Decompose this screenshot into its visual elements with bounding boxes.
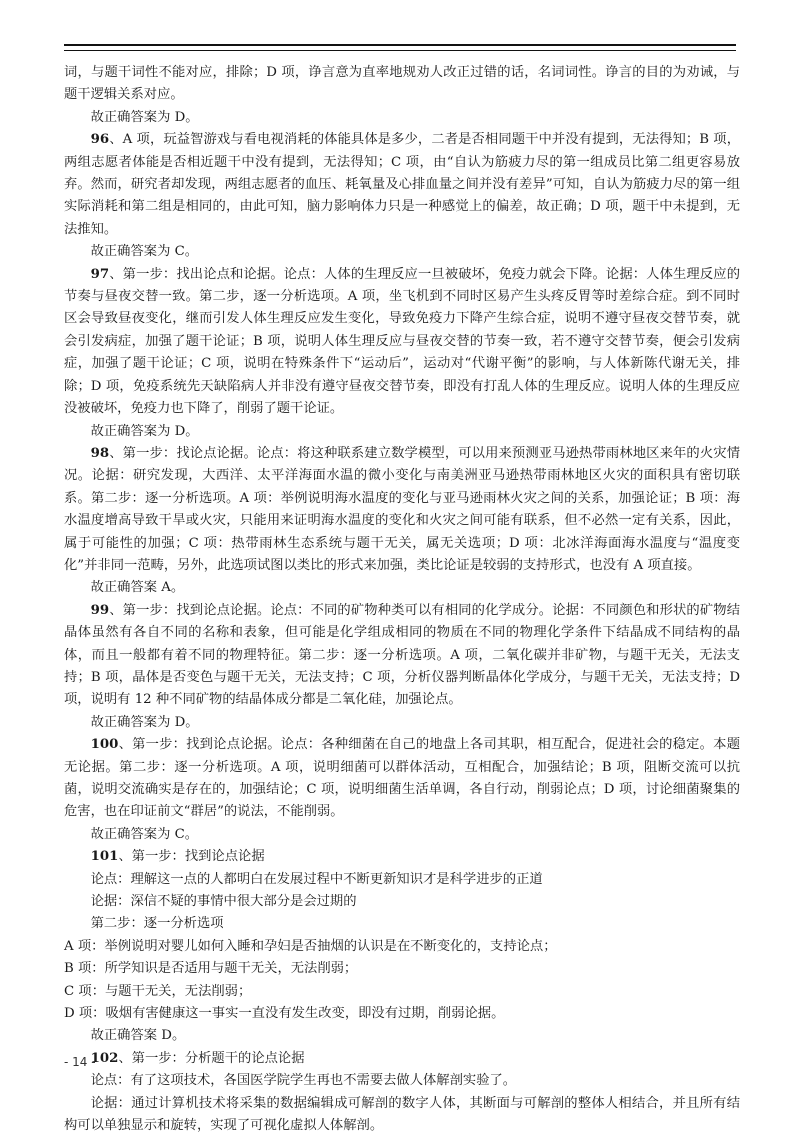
question-text: 、第一步：找到论点论据。论点：各种细菌在自己的地盘上各司其职，相互配合，促进社会的稳定。本题无论据。第二步：逐一分析选项。A 项，说明细菌可以群体活动，互相配合，加强结论；B 项，阻断交流可以抗菌，说明交流确实是存在的，加强结论；C 项，说明细菌生活单调，各自行动，削弱论点；D 项，讨论细菌聚集的危害，也在印证前文“群居”的说法，不能削弱。 xyxy=(64,737,740,820)
question-text: 、第一步：找论点论据。论点：将这种联系建立数学模型，可以用来预测亚马逊热带雨林地区来年的火灾情况。论据：研究发现，大西洋、太平洋海面水温的微小变化与南美洲亚马逊热带雨林地区火灾的面积具有密切联系。第二步：逐一分析选项。A 项：举例说明海水温度的变化与亚马逊雨林火灾之间的关系，加强论证；B 项：海水温度增高导致干旱或火灾，只能用来证明海水温度的变化和火灾之间可能有联系，但不必然一定有关系，因此，属于可能性的加强；C 项：热带雨林生态系统与题干无关，属无关选项；D 项：北冰洋海面海水温度与“温度变化”并非同一范畴，另外，此选项试图以类比的形式来加强，类比论证是较弱的支持形式，也没有 A 项直接。 xyxy=(64,445,740,573)
question-paragraph xyxy=(64,264,740,421)
question-number: 101 xyxy=(90,849,119,865)
text-line: 论点：有了这项技术，各国医学院学生再也不需要去做人体解剖实验了。 xyxy=(90,1073,517,1089)
answer-line: 故正确答案为 C。 xyxy=(90,244,199,260)
question-number: 96 xyxy=(90,132,110,148)
question-text: 、第一步：找到论点论据 xyxy=(118,849,265,865)
text-line: 论点：理解这一点的人都明白在发展过程中不断更新知识才是科学进步的正道 xyxy=(90,871,543,887)
header-rule-thick xyxy=(64,44,736,46)
question-paragraph xyxy=(64,846,740,868)
text-line: 论据：深信不疑的事情中很大部分是会过期的 xyxy=(90,894,357,910)
answer-line: 故正确答案为 D。 xyxy=(90,423,199,439)
question-text: 、第一步：找出论点和论据。论点：人体的生理反应一旦被破坏，免疫力就会下降。论据：人体生理反应的节奏与昼夜交替一致。第二步，逐一分析选项。A 项，坐飞机到不同时区易产生头疼反胃等时差综合症。到不同时区会导致昼夜变化，继而引发人体生理反应发生变化，导致免疫力下降产生综合症，说明不遵守昼夜交替节奏，就会引发病症，加强了题干论证；B 项，说明人体生理反应与昼夜交替的节奏一致，若不遵守交替节奏，便会引发病症，加强了题干论证；C 项，说明在特殊条件下“运动后”，运动对“代谢平衡”的影响，与人体新陈代谢无关，排除；D 项，免疫系统先天缺陷病人并非没有遵守昼夜交替节奏，即没有打乱人体的生理反应。说明人体的生理反应没被破坏，免疫力也下降了，削弱了题干论证。 xyxy=(64,266,740,417)
option-line: D 项：吸烟有害健康这一事实一直没有发生改变，即没有过期，削弱论据。 xyxy=(64,1006,505,1022)
question-paragraph xyxy=(64,129,740,241)
document-body xyxy=(64,62,740,1138)
question-number: 102 xyxy=(90,1050,119,1066)
question-number: 100 xyxy=(90,737,119,753)
answer-line: 故正确答案为 C。 xyxy=(90,826,199,842)
option-line: B 项：所学知识是否适用与题干无关，无法削弱； xyxy=(64,961,358,977)
question-paragraph xyxy=(64,1048,740,1070)
question-paragraph xyxy=(64,734,740,824)
question-text: 、第一步：分析题干的论点论据 xyxy=(118,1050,305,1066)
option-line: C 项：与题干无关，无法削弱； xyxy=(64,983,252,999)
question-paragraph xyxy=(64,600,740,712)
question-number: 98 xyxy=(90,445,110,461)
answer-line: 故正确答案为 D。 xyxy=(90,109,199,125)
answer-line: 故正确答案为 D。 xyxy=(90,714,199,730)
header-rule-thin xyxy=(64,50,736,51)
question-text: 、第一步：找到论点论据。论点：不同的矿物种类可以有相同的化学成分。论据：不同颜色和形状的矿物结晶体虽然有各自不同的名称和表象，但可能是化学组成相同的物质在不同的物理化学条件下结晶成不同结构的晶体，而且一般都有着不同的物理特征。第二步：逐一分析选项。A 项，二氧化碳并非矿物，与题干无关，无法支持；B 项，晶体是否变色与题干无关，无法支持；C 项，分析仪器判断晶体化学成分，与题干无关，无法支持；D 项，说明有 12 种不同矿物的结晶体成分都是二氧化硅，加强论点。 xyxy=(64,602,740,708)
answer-line: 故正确答案 A。 xyxy=(90,580,185,596)
text-paragraph: 论据：通过计算机技术将采集的数据编辑成可解剖的数字人体，其断面与可解剖的整体人相结合，并且所有结构可以单独显示和旋转，实现了可视化虚拟人体解剖。 xyxy=(64,1095,740,1134)
question-paragraph xyxy=(64,443,740,577)
text-line: 故正确答案 D。 xyxy=(90,1028,186,1044)
continued-paragraph: 词，与题干词性不能对应，排除；D 项，诤言意为直率地规劝人改正过错的话，名词词性。诤言的目的为劝诫，与题干逻辑关系对应。 xyxy=(64,65,740,103)
question-text: 、A 项，玩益智游戏与看电视消耗的体能具体是多少，二者是否相同题干中并没有提到，无法得知；B 项，两组志愿者体能是否相近题干中没有提到，无法得知；C 项，由“自认为筋疲力尽的第一组成员比第二组更容易放弃。然而，研究者却发现，两组志愿者的血压、耗氧量及心排血量之间并没有差异”可知，自认为筋疲力尽的第一组实际消耗和第二组是相同的，由此可知，脑力影响体力只是一种感觉上的偏差，故正确；D 项，题干中未提到，无法推知。 xyxy=(64,132,740,237)
question-number: 99 xyxy=(90,602,110,618)
text-line: 第二步：逐一分析选项 xyxy=(90,916,224,932)
option-line: A 项：举例说明对婴儿如何入睡和孕妇是否抽烟的认识是在不断变化的，支持论点； xyxy=(64,938,557,954)
page-number: - 14 - xyxy=(64,1055,96,1069)
question-number: 97 xyxy=(90,266,110,282)
